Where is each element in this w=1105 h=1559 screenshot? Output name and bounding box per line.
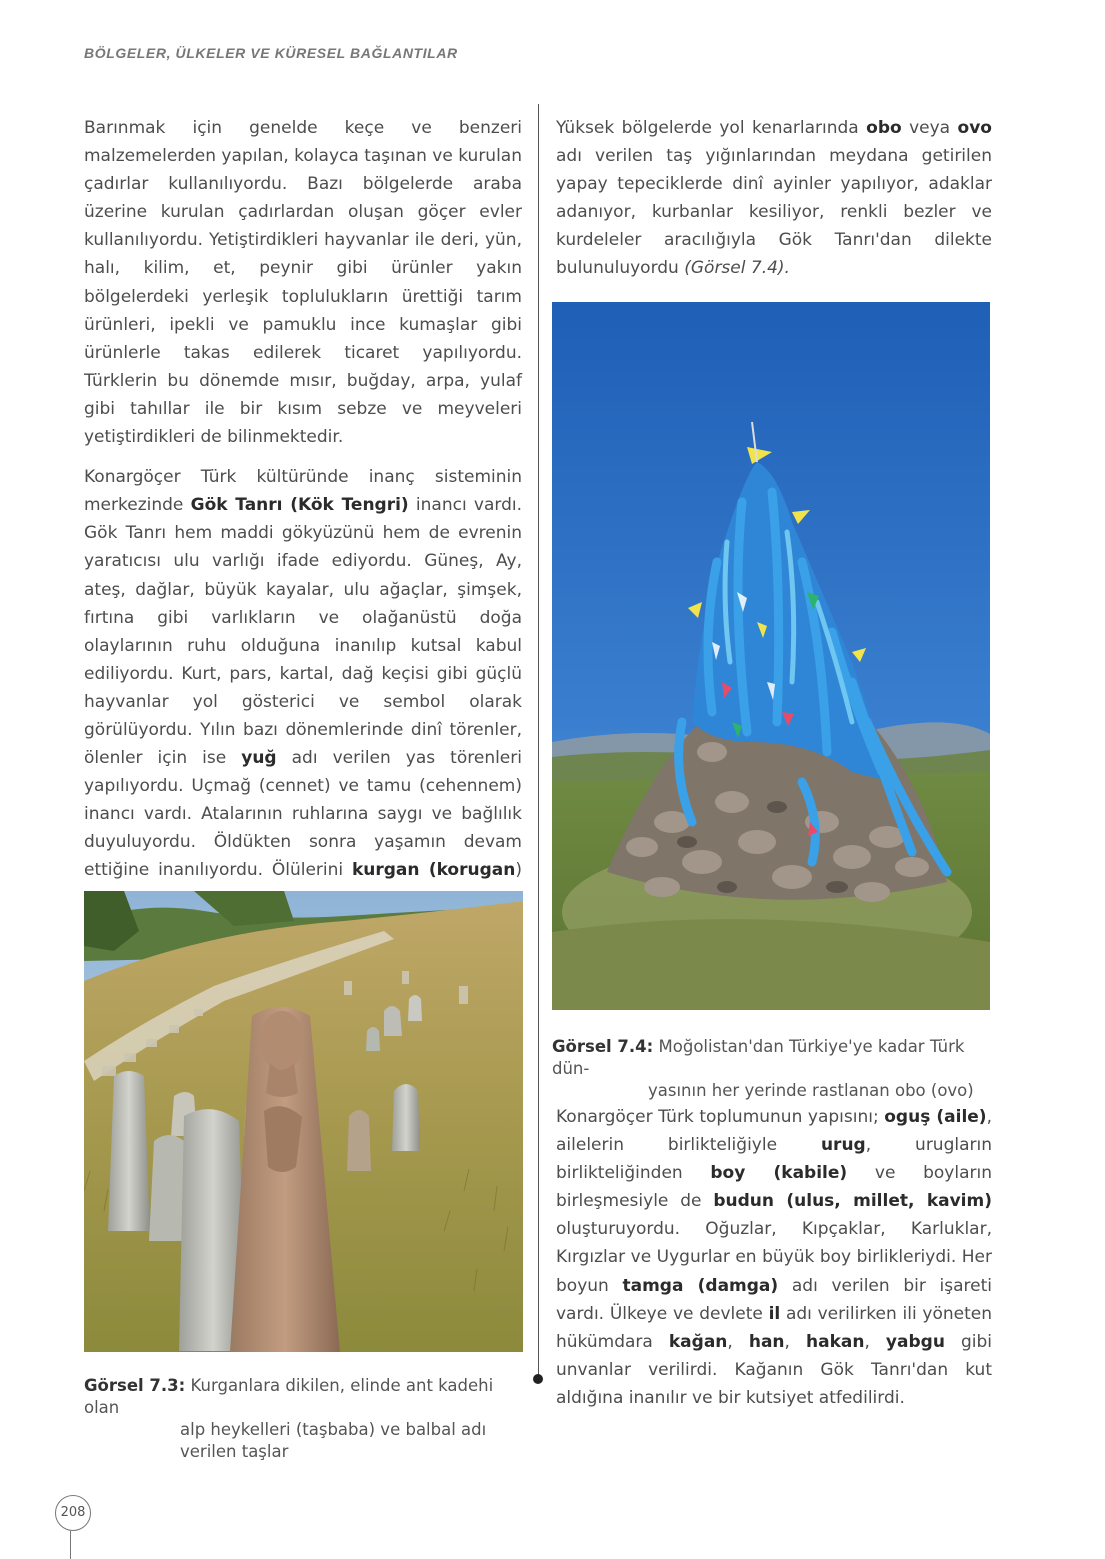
- text: adı verilen bir işareti vardı. Ülkeye ve devlete: [556, 1275, 992, 1324]
- caption-line: verilen taşlar: [180, 1442, 289, 1461]
- term-il: il: [768, 1303, 781, 1324]
- text: adı verilen taş yığınlarından meydana getirilen yapay tepeciklerde dinî ayinler yapılıyor, adaklar adanıyor, kurbanlar kesiliyor, renkli bezler ve kurdeleler aracılığıyla Gök Tanrı'dan dilekte bulunuluyordu: [556, 146, 992, 279]
- text: ,: [727, 1331, 749, 1352]
- term-boy: boy (kabile): [710, 1163, 848, 1184]
- term-ovo: ovo: [957, 118, 992, 138]
- term-yabgu: yabgu: [885, 1331, 945, 1352]
- term-han: han: [748, 1331, 785, 1352]
- term-tamga: tamga (damga): [622, 1275, 779, 1296]
- text: adı verilirken ili yöneten hükümdara: [556, 1303, 992, 1352]
- text: , ailelerin birlikteliğiyle: [556, 1107, 992, 1156]
- divider-dot: [533, 1374, 543, 1384]
- running-title: BÖLGELER, ÜLKELER VE KÜRESEL BAĞLANTILAR: [84, 45, 458, 61]
- figure-7-4-caption: [552, 1036, 992, 1102]
- page-number-line: [70, 1531, 71, 1559]
- text: oluşturuyordu. Oğuzlar, Kıpçaklar, Karluklar, Kırgızlar ve Uygurlar en büyük boy birlikleriydi. Her boyun: [556, 1219, 992, 1296]
- paragraph-social-structure: [556, 1103, 992, 1412]
- text: Konargöçer Türk toplumunun yapısını;: [556, 1107, 885, 1127]
- figure-7-3-caption: [84, 1375, 524, 1463]
- text: veya: [901, 118, 958, 138]
- text: adı verilen yas törenleri yapılıyordu. Uçmağ (cennet) ve tamu (cehennem) inancı vardı. Atalarının ruhlarına saygı ve bağlılık duyuluyordu. Öldükten sonra yaşamın devam ettiğine inanılıyordu. Ölülerini: [84, 748, 522, 881]
- term-budun: budun (ulus, millet, kavim): [713, 1191, 992, 1212]
- figure-reference: (Görsel 7.4).: [684, 258, 790, 279]
- text: gibi unvanlar verilirdi. Kağanın Gök Tanrı'dan kut aldığına inanılır ve bir kutsiyet atfedilirdi.: [556, 1331, 992, 1408]
- term-yug: yuğ: [241, 748, 277, 769]
- figure-7-4-photo: [552, 302, 990, 1010]
- term-kurgan: kurgan (korugan: [351, 860, 516, 881]
- text: ): [515, 860, 522, 881]
- caption-line: Kurganlara dikilen, elinde ant kadehi olan: [84, 1376, 494, 1417]
- paragraph-shelter-trade: Barınmak için genelde keçe ve benzeri malzemelerden yapılan, kolayca taşınan ve kurulan çadırlar kullanılıyordu. Bazı bölgelerde araba üzerine kurulan çadırlardan oluşan göçer evler kullanılıyordu. Yetiştirdikleri hayvanlar ile deri, yün, halı, kilim, et, peynir gibi ürünler yakın bölgelerdeki yerleşik toplulukların ürettiği tarım ürünleri, ipekli ve pamuklu ince kumaşlar gibi ürünlerle takas edilerek ticaret yapılıyordu. Türklerin bu dönemde mısır, buğday, arpa, yulaf gibi tahıllar ile bir kısım sebze ve meyveleri yetiştirdikleri de bilinmektedir.: [84, 118, 522, 448]
- right-column-bottom: [556, 1103, 992, 1412]
- caption-label: Görsel 7.4:: [552, 1037, 654, 1056]
- text: Konargöçer Türk kültüründe inanç sisteminin merkezinde: [84, 467, 522, 516]
- caption-line: alp heykelleri (taşbaba) ve balbal adı: [180, 1420, 487, 1439]
- term-hakan: hakan: [806, 1331, 865, 1352]
- text: , urugların birlikteliğinden: [556, 1135, 992, 1184]
- term-obo: obo: [866, 118, 902, 138]
- text: inancı vardı. Gök Tanrı hem maddi gökyüzünü hem de evrenin yaratıcısı ulu varlığı ifade ediyordu. Güneş, Ay, ateş, dağlar, büyük kayalar, ulu ağaçlar, şimşek, fırtına gibi varlıkların ve olağanüstü doğa olaylarının ruhu olduğuna inanılıp kutsal kabul ediliyordu. Kurt, pars, kartal, dağ keçisi gibi güçlü hayvanlar yol gösterici ve sembol olarak görülüyordu. Yılın bazı dönemlerinde dinî törenler, ölenler için ise: [84, 495, 522, 769]
- column-divider: [538, 104, 539, 1378]
- text: ,: [784, 1331, 806, 1352]
- term-gok-tanri: Gök Tanrı (Kök Tengri): [190, 495, 409, 516]
- left-column: [84, 114, 522, 1025]
- figure-7-3-photo: [84, 891, 523, 1352]
- page-number: 208: [55, 1495, 91, 1531]
- text: ve boyların birleşmesiyle de: [556, 1163, 992, 1212]
- term-kagan: kağan: [668, 1331, 728, 1352]
- caption-line: yasının her yerinde rastlanan obo (ovo): [648, 1081, 974, 1100]
- term-urug: urug: [820, 1135, 866, 1156]
- caption-line: Moğolistan'dan Türkiye'ye kadar Türk dün-: [552, 1037, 965, 1078]
- text: ,: [864, 1331, 886, 1352]
- term-ogus: oguş (aile): [884, 1107, 987, 1127]
- right-column-top: [556, 114, 992, 283]
- caption-label: Görsel 7.3:: [84, 1376, 186, 1395]
- paragraph-obo: [556, 114, 992, 283]
- text: Yüksek bölgelerde yol kenarlarında: [556, 118, 867, 138]
